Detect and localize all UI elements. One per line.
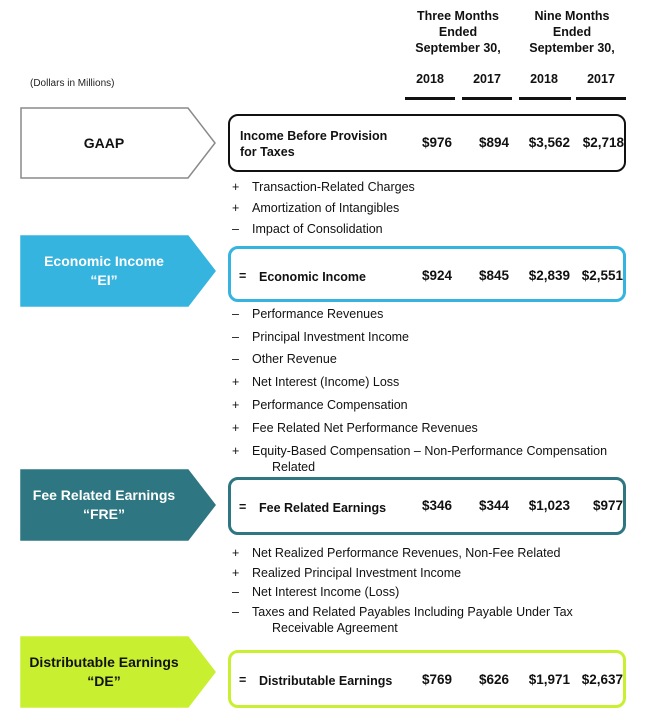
year-2017-three: 2017 — [473, 72, 501, 86]
header-rule-3 — [519, 97, 571, 100]
fre-badge — [20, 469, 216, 541]
header-three-months: Three Months Ended September 30, — [415, 9, 501, 55]
fre-badge-label: Fee Related Earnings — [32, 487, 176, 503]
value-cell: $2,839 — [528, 268, 570, 283]
value-cell: $845 — [478, 268, 509, 283]
de-row — [228, 650, 626, 708]
de-badge — [20, 636, 216, 708]
header-rule-1 — [405, 97, 455, 100]
value-cell: $2,551 — [581, 268, 623, 283]
value-cell: $924 — [421, 268, 452, 283]
adjustment-item: – Principal Investment Income — [232, 330, 410, 344]
de-row-label: Distributable Earnings — [259, 674, 393, 688]
header-rule-4 — [576, 97, 626, 100]
units-note: (Dollars in Millions) — [30, 78, 115, 89]
equals-sign: = — [239, 269, 247, 283]
fre-badge-abbr: “FRE” — [83, 506, 125, 522]
adjustment-item: – Performance Revenues — [232, 307, 384, 321]
adjustment-item: + Amortization of Intangibles — [232, 201, 400, 215]
value-cell: $976 — [421, 135, 452, 150]
fre-row-label: Fee Related Earnings — [259, 501, 387, 515]
value-cell: $346 — [421, 498, 452, 513]
adjustment-item: + Net Realized Performance Revenues, Non-Fee Related — [232, 546, 561, 560]
economic-income-row-label: Economic Income — [259, 270, 366, 284]
gaap-row — [228, 114, 626, 172]
adjustment-item: – Other Revenue — [232, 352, 337, 366]
value-cell: $977 — [592, 498, 623, 513]
gaap-row-label: Income Before Provision for Taxes — [240, 129, 388, 159]
value-cell: $894 — [478, 135, 509, 150]
adjustment-item: + Realized Principal Investment Income — [232, 566, 462, 580]
economic-income-badge — [20, 235, 216, 307]
adjustment-item: + Performance Compensation — [232, 398, 408, 412]
economic-income-row — [228, 246, 626, 302]
value-cell: $769 — [421, 672, 452, 687]
adjustment-item: + Fee Related Net Performance Revenues — [232, 421, 478, 435]
header-nine-months: Nine Months Ended September 30, — [529, 9, 615, 55]
economic-income-badge-abbr: “EI” — [90, 272, 118, 288]
equals-sign: = — [239, 500, 247, 514]
value-cell: $1,971 — [528, 672, 570, 687]
adjustment-item: + Equity-Based Compensation – Non-Performance Compensation Related — [232, 444, 608, 474]
header-rule-2 — [462, 97, 512, 100]
fre-row — [228, 477, 626, 535]
adjustment-item: + Net Interest (Income) Loss — [232, 375, 400, 389]
equals-sign: = — [239, 673, 247, 687]
value-cell: $1,023 — [528, 498, 570, 513]
adjustment-item: – Net Interest Income (Loss) — [232, 585, 400, 599]
value-cell: $626 — [478, 672, 509, 687]
value-cell: $2,637 — [581, 672, 623, 687]
year-2018-three: 2018 — [416, 72, 444, 86]
economic-income-badge-label: Economic Income — [44, 253, 164, 269]
de-badge-abbr: “DE” — [87, 673, 121, 689]
value-cell: $344 — [478, 498, 509, 513]
gaap-badge-label: GAAP — [83, 134, 125, 151]
value-cell: $2,718 — [582, 135, 624, 150]
de-badge-label: Distributable Earnings — [29, 654, 179, 670]
year-2017-nine: 2017 — [587, 72, 615, 86]
year-2018-nine: 2018 — [530, 72, 558, 86]
gaap-badge — [20, 107, 216, 179]
adjustment-item: – Impact of Consolidation — [232, 222, 383, 236]
value-cell: $3,562 — [528, 135, 570, 150]
adjustment-item: + Transaction-Related Charges — [232, 180, 415, 194]
adjustment-item: – Taxes and Related Payables Including Payable Under Tax Receivable Agreement — [232, 605, 573, 635]
